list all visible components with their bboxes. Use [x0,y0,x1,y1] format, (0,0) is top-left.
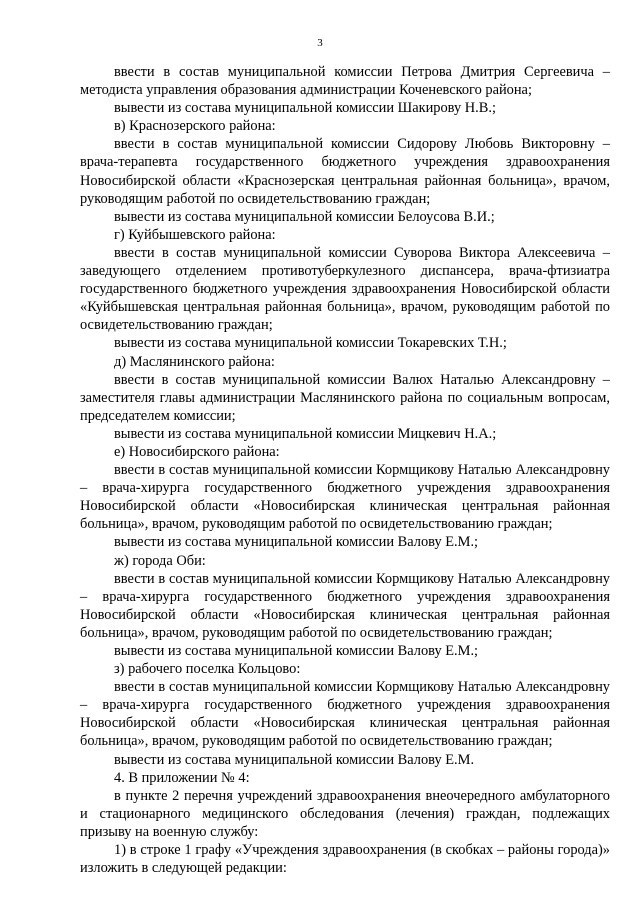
paragraph: в пункте 2 перечня учреждений здравоохранения внеочередного амбулаторного и стационарного медицинского обследования (лечения) граждан, подлежащих призыву на военную службу: [80,787,610,840]
paragraph: ввести в состав муниципальной комиссии Суворова Виктора Алексеевича – заведующего отделением противотуберкулезного диспансера, врача-фтизиатра государственного бюджетного учреждения здравоохранения Новосибирской области «Куйбышевская центральная районная больница», врачом, руководящим работой по освидетельствованию граждан; [80,244,610,334]
section-heading: г) Куйбышевского района: [114,226,276,243]
paragraph: вывести из состава муниципальной комиссии Валову Е.М. [114,751,475,768]
section-heading: з) рабочего поселка Кольцово: [114,661,301,678]
paragraph: ввести в состав муниципальной комиссии Валюх Наталью Александровну – заместителя главы администрации Маслянинского района по социальным вопросам, председателем комиссии; [80,371,610,424]
paragraph: вывести из состава муниципальной комиссии Мицкевич Н.А.; [114,425,497,442]
paragraph: ввести в состав муниципальной комиссии Петрова Дмитрия Сергеевича – методиста управления образования администрации Коченевского района; [80,64,610,99]
paragraph: вывести из состава муниципальной комиссии Шакирову Н.В.; [114,100,496,117]
section-heading: в) Краснозерского района: [114,118,276,135]
paragraph: вывести из состава муниципальной комиссии Валову Е.М.; [114,534,479,551]
document-body [80,63,610,877]
section-heading: д) Маслянинского района: [114,353,275,370]
paragraph: 1) в строке 1 графу «Учреждения здравоохранения (в скобках – районы города)» изложить в следующей редакции: [80,842,610,877]
page-number: 3 [317,37,323,49]
section-heading: ж) города Оби: [114,552,206,569]
paragraph: ввести в состав муниципальной комиссии Кормщикову Наталью Александровну – врача-хирурга государственного бюджетного учреждения здравоохранения Новосибирской области «Новосибирская клиническая центральная районная больница», врачом, руководящим работой по освидетельствованию граждан; [80,570,610,641]
paragraph: ввести в состав муниципальной комиссии Кормщикову Наталью Александровну – врача-хирурга государственного бюджетного учреждения здравоохранения Новосибирской области «Новосибирская клиническая центральная районная больница», врачом, руководящим работой по освидетельствованию граждан; [80,679,610,750]
section-heading: е) Новосибирского района: [114,443,280,460]
paragraph: вывести из состава муниципальной комиссии Белоусова В.И.; [114,208,495,225]
paragraph: ввести в состав муниципальной комиссии Сидорову Любовь Викторовну – врача-терапевта государственного бюджетного учреждения здравоохранения Новосибирской области «Краснозерская центральная районная больница», врачом, руководящим работой по освидетельствованию граждан; [80,136,610,207]
paragraph: ввести в состав муниципальной комиссии Кормщикову Наталью Александровну – врача-хирурга государственного бюджетного учреждения здравоохранения Новосибирской области «Новосибирская клиническая центральная районная больница», врачом, руководящим работой по освидетельствованию граждан; [80,462,610,533]
paragraph: вывести из состава муниципальной комиссии Валову Е.М.; [114,643,479,659]
paragraph: вывести из состава муниципальной комиссии Токаревских Т.Н.; [114,335,507,352]
section-heading: 4. В приложении № 4: [114,769,250,786]
